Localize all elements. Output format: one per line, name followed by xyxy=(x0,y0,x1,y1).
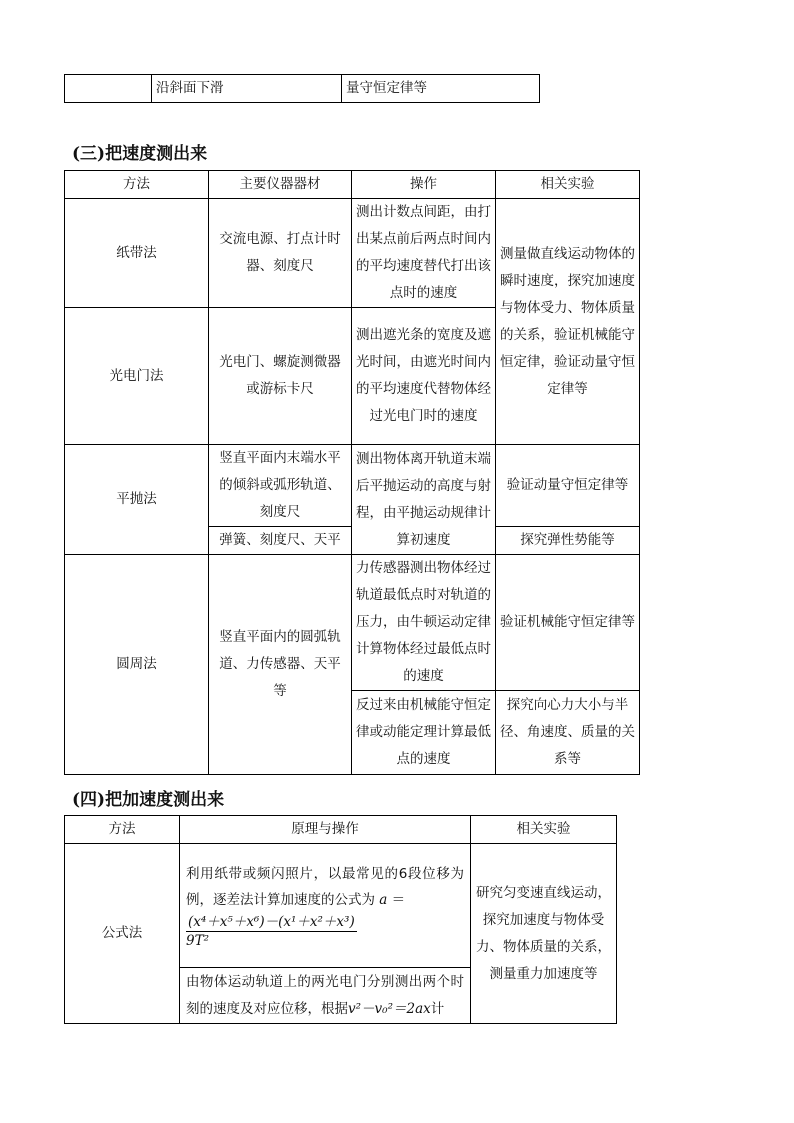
operation-cell: 力传感器测出物体经过轨道最低点时对轨道的压力，由牛顿运动定律计算物体经过最低点时的速度 xyxy=(352,555,496,691)
formula-equals: ＝ xyxy=(391,892,406,908)
column-header: 方法 xyxy=(65,816,180,844)
equipment-cell: 光电门、螺旋测微器或游标卡尺 xyxy=(209,308,352,445)
column-header: 相关实验 xyxy=(496,171,640,199)
equipment-cell: 竖直平面内的圆弧轨道、力传感器、天平等 xyxy=(209,555,352,775)
experiment-cell: 探究弹性势能等 xyxy=(496,527,640,555)
experiment-cell: 验证机械能守恒定律等 xyxy=(496,555,640,691)
operation-cell: 测出遮光条的宽度及遮光时间，由遮光时间内的平均速度代替物体经过光电门时的速度 xyxy=(352,308,496,445)
column-header: 方法 xyxy=(65,171,209,199)
table-cell xyxy=(65,75,152,103)
method-cell: 平抛法 xyxy=(65,445,209,555)
table-cell: 沿斜面下滑 xyxy=(152,75,342,103)
column-header: 相关实验 xyxy=(471,816,617,844)
formula-variable: a xyxy=(379,892,388,908)
method-cell: 公式法 xyxy=(65,844,180,1024)
equipment-cell: 竖直平面内末端水平的倾斜或弧形轨道、刻度尺 xyxy=(209,445,352,527)
table-header-row xyxy=(65,816,617,844)
formula-denominator: 9T² xyxy=(186,933,210,949)
operation-text-tail: 计 xyxy=(430,1000,445,1017)
section-title: (四)把加速度测出来 xyxy=(72,790,225,810)
section-title: (三)把速度测出来 xyxy=(72,144,208,164)
velocity-measurement-table xyxy=(64,170,640,775)
column-header: 原理与操作 xyxy=(180,816,471,844)
formula-numerator: (x⁴＋x⁵＋x⁶)－(x¹＋x²＋x³) xyxy=(188,914,355,930)
method-cell: 光电门法 xyxy=(65,308,209,445)
method-cell: 纸带法 xyxy=(65,199,209,308)
operation-cell xyxy=(180,844,471,968)
operation-cell: 反过来由机械能守恒定律或动能定理计算最低点的速度 xyxy=(352,691,496,775)
equipment-cell: 弹簧、刻度尺、天平 xyxy=(209,527,352,555)
operation-text: 利用纸带或频闪照片，以最常见的6段位移为例，逐差法计算加速度的公式为 xyxy=(186,866,464,908)
table-row xyxy=(65,199,640,308)
table-header-row xyxy=(65,171,640,199)
experiment-cell: 测量做直线运动物体的瞬时速度，探究加速度与物体受力、物体质量的关系，验证机械能守恒定律，验证动量守恒定律等 xyxy=(496,199,640,445)
table-row xyxy=(65,555,640,691)
column-header: 操作 xyxy=(352,171,496,199)
kinematics-formula: v²－v₀²＝2ax xyxy=(348,1000,431,1017)
table-row xyxy=(65,844,617,968)
top-table-fragment xyxy=(64,74,540,103)
table-cell: 量守恒定律等 xyxy=(342,75,540,103)
experiment-cell: 探究向心力大小与半径、角速度、质量的关系等 xyxy=(496,691,640,775)
experiment-cell: 研究匀变速直线运动，探究加速度与物体受力、物体质量的关系，测量重力加速度等 xyxy=(471,844,617,1024)
operation-cell xyxy=(180,968,471,1024)
table-row xyxy=(65,445,640,527)
operation-cell: 测出物体离开轨道末端后平抛运动的高度与射程，由平抛运动规律计算初速度 xyxy=(352,445,496,555)
operation-text: 由物体运动轨道上的两光电门分别测出两个时刻的速度及对应位移，根据 xyxy=(186,973,464,1017)
acceleration-measurement-table xyxy=(64,815,617,1024)
equipment-cell: 交流电源、打点计时器、刻度尺 xyxy=(209,199,352,308)
method-cell: 圆周法 xyxy=(65,555,209,775)
column-header: 主要仪器器材 xyxy=(209,171,352,199)
difference-formula xyxy=(186,913,357,950)
experiment-cell: 验证动量守恒定律等 xyxy=(496,445,640,527)
operation-cell: 测出计数点间距，由打出某点前后两点时间内的平均速度替代打出该点时的速度 xyxy=(352,199,496,308)
table-row xyxy=(65,75,540,103)
